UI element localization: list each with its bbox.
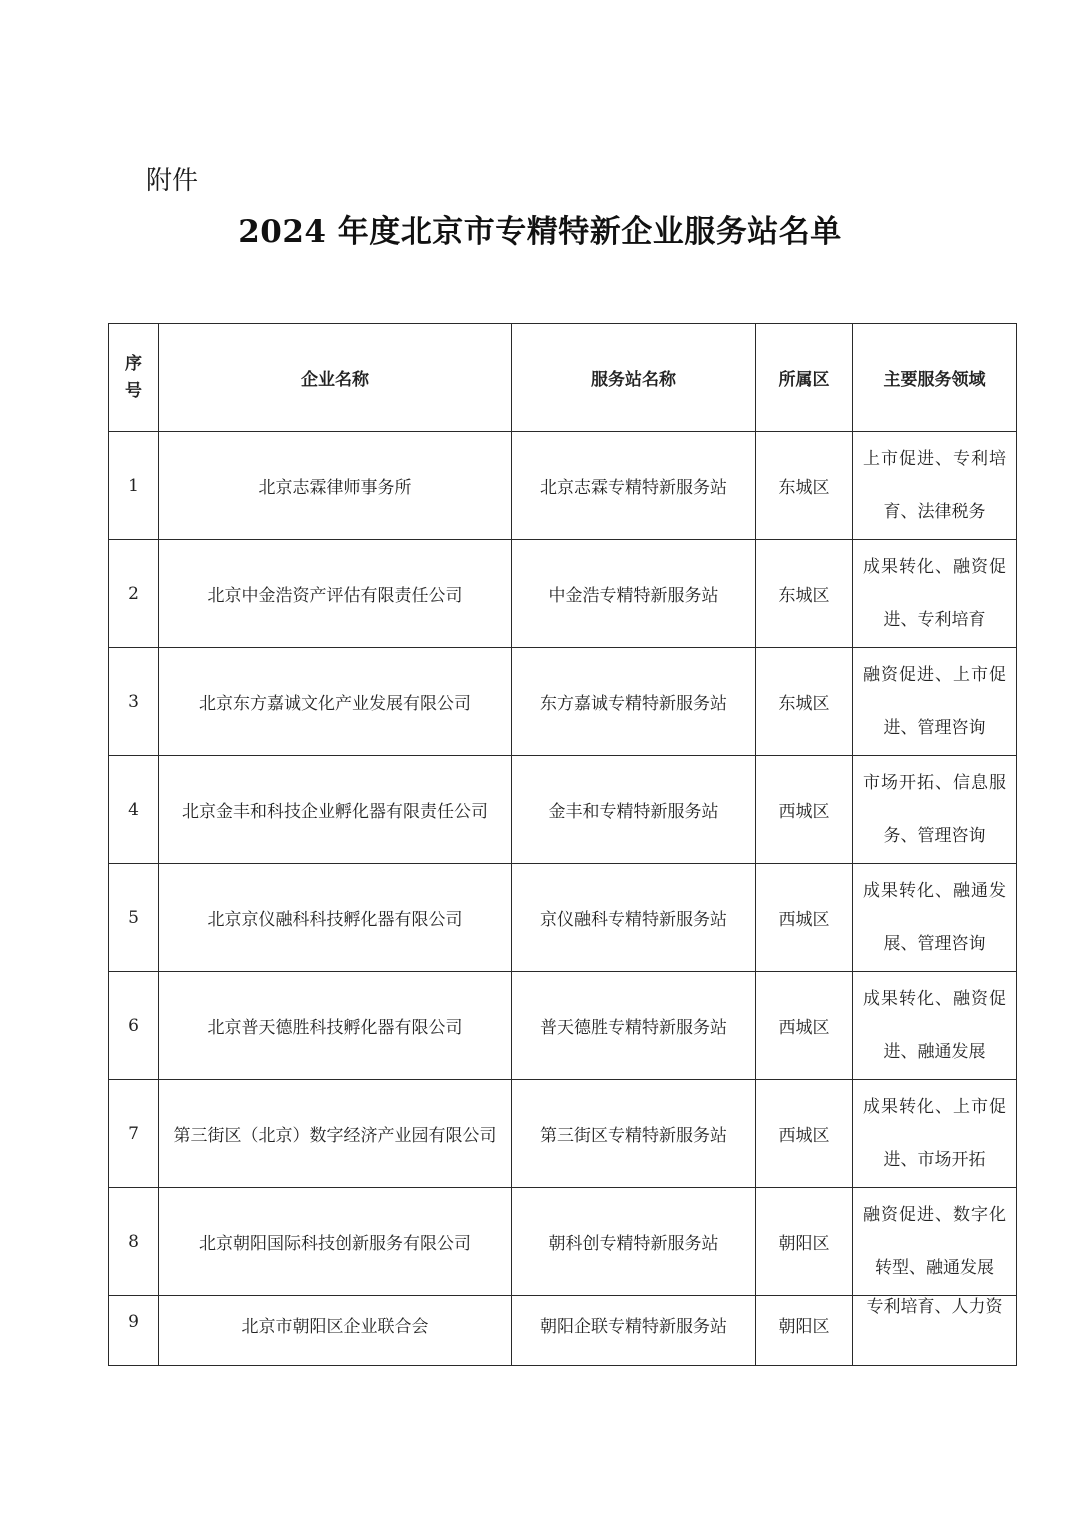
table-row bbox=[109, 432, 1017, 540]
cell-seq: 9 bbox=[109, 1296, 159, 1366]
cell-seq: 1 bbox=[109, 432, 159, 540]
domain-text: 融资促进、数字化转型、融通发展 bbox=[863, 1204, 1006, 1278]
cell-seq: 2 bbox=[109, 540, 159, 648]
cell-domain bbox=[853, 1080, 1017, 1188]
cell-domain bbox=[853, 1188, 1017, 1296]
header-company: 企业名称 bbox=[159, 324, 512, 432]
header-station: 服务站名称 bbox=[512, 324, 756, 432]
domain-text: 成果转化、上市促进、市场开拓 bbox=[863, 1096, 1006, 1170]
cell-district: 东城区 bbox=[756, 432, 853, 540]
table-row bbox=[109, 540, 1017, 648]
service-station-table bbox=[108, 323, 1017, 1366]
domain-text: 成果转化、融资促进、专利培育 bbox=[863, 556, 1006, 630]
cell-seq: 3 bbox=[109, 648, 159, 756]
domain-text: 上市促进、专利培育、法律税务 bbox=[863, 448, 1006, 522]
header-district: 所属区 bbox=[756, 324, 853, 432]
cell-company: 北京市朝阳区企业联合会 bbox=[159, 1296, 512, 1366]
cell-seq: 7 bbox=[109, 1080, 159, 1188]
domain-text: 市场开拓、信息服务、管理咨询 bbox=[863, 772, 1006, 846]
table-row bbox=[109, 972, 1017, 1080]
cell-domain bbox=[853, 1296, 1017, 1366]
cell-company: 北京东方嘉诚文化产业发展有限公司 bbox=[159, 648, 512, 756]
cell-station: 北京志霖专精特新服务站 bbox=[512, 432, 756, 540]
cell-district: 西城区 bbox=[756, 1080, 853, 1188]
cell-district: 东城区 bbox=[756, 648, 853, 756]
cell-seq: 5 bbox=[109, 864, 159, 972]
cell-station: 第三街区专精特新服务站 bbox=[512, 1080, 756, 1188]
cell-domain bbox=[853, 756, 1017, 864]
cell-company: 第三街区（北京）数字经济产业园有限公司 bbox=[159, 1080, 512, 1188]
cell-domain bbox=[853, 432, 1017, 540]
table-row bbox=[109, 1188, 1017, 1296]
table-row bbox=[109, 756, 1017, 864]
page-title: 2024 年度北京市专精特新企业服务站名单 bbox=[238, 214, 842, 250]
table-row bbox=[109, 648, 1017, 756]
domain-text: 成果转化、融资促进、融通发展 bbox=[863, 988, 1006, 1062]
table-row bbox=[109, 1296, 1017, 1366]
cell-company: 北京朝阳国际科技创新服务有限公司 bbox=[159, 1188, 512, 1296]
cell-station: 京仪融科专精特新服务站 bbox=[512, 864, 756, 972]
cell-company: 北京金丰和科技企业孵化器有限责任公司 bbox=[159, 756, 512, 864]
domain-text: 专利培育、人力资 bbox=[866, 1297, 1003, 1317]
cell-district: 西城区 bbox=[756, 756, 853, 864]
cell-company: 北京中金浩资产评估有限责任公司 bbox=[159, 540, 512, 648]
cell-domain bbox=[853, 864, 1017, 972]
cell-station: 普天德胜专精特新服务站 bbox=[512, 972, 756, 1080]
domain-text: 成果转化、融通发展、管理咨询 bbox=[863, 880, 1006, 954]
cell-domain bbox=[853, 540, 1017, 648]
cell-company: 北京京仪融科科技孵化器有限公司 bbox=[159, 864, 512, 972]
table-header-row bbox=[109, 324, 1017, 432]
cell-station: 中金浩专精特新服务站 bbox=[512, 540, 756, 648]
cell-station: 朝阳企联专精特新服务站 bbox=[512, 1296, 756, 1366]
header-seq: 序号 bbox=[109, 324, 159, 432]
cell-company: 北京志霖律师事务所 bbox=[159, 432, 512, 540]
cell-station: 朝科创专精特新服务站 bbox=[512, 1188, 756, 1296]
cell-district: 朝阳区 bbox=[756, 1188, 853, 1296]
cell-district: 西城区 bbox=[756, 972, 853, 1080]
domain-text: 融资促进、上市促进、管理咨询 bbox=[863, 664, 1006, 738]
cell-district: 西城区 bbox=[756, 864, 853, 972]
cell-company: 北京普天德胜科技孵化器有限公司 bbox=[159, 972, 512, 1080]
cell-station: 东方嘉诚专精特新服务站 bbox=[512, 648, 756, 756]
cell-district: 东城区 bbox=[756, 540, 853, 648]
cell-seq: 4 bbox=[109, 756, 159, 864]
cell-domain bbox=[853, 648, 1017, 756]
cell-seq: 6 bbox=[109, 972, 159, 1080]
cell-domain bbox=[853, 972, 1017, 1080]
table-row bbox=[109, 864, 1017, 972]
cell-seq: 8 bbox=[109, 1188, 159, 1296]
header-domain: 主要服务领域 bbox=[853, 324, 1017, 432]
cell-district: 朝阳区 bbox=[756, 1296, 853, 1366]
cell-station: 金丰和专精特新服务站 bbox=[512, 756, 756, 864]
attachment-label: 附件 bbox=[146, 166, 199, 196]
table-row bbox=[109, 1080, 1017, 1188]
